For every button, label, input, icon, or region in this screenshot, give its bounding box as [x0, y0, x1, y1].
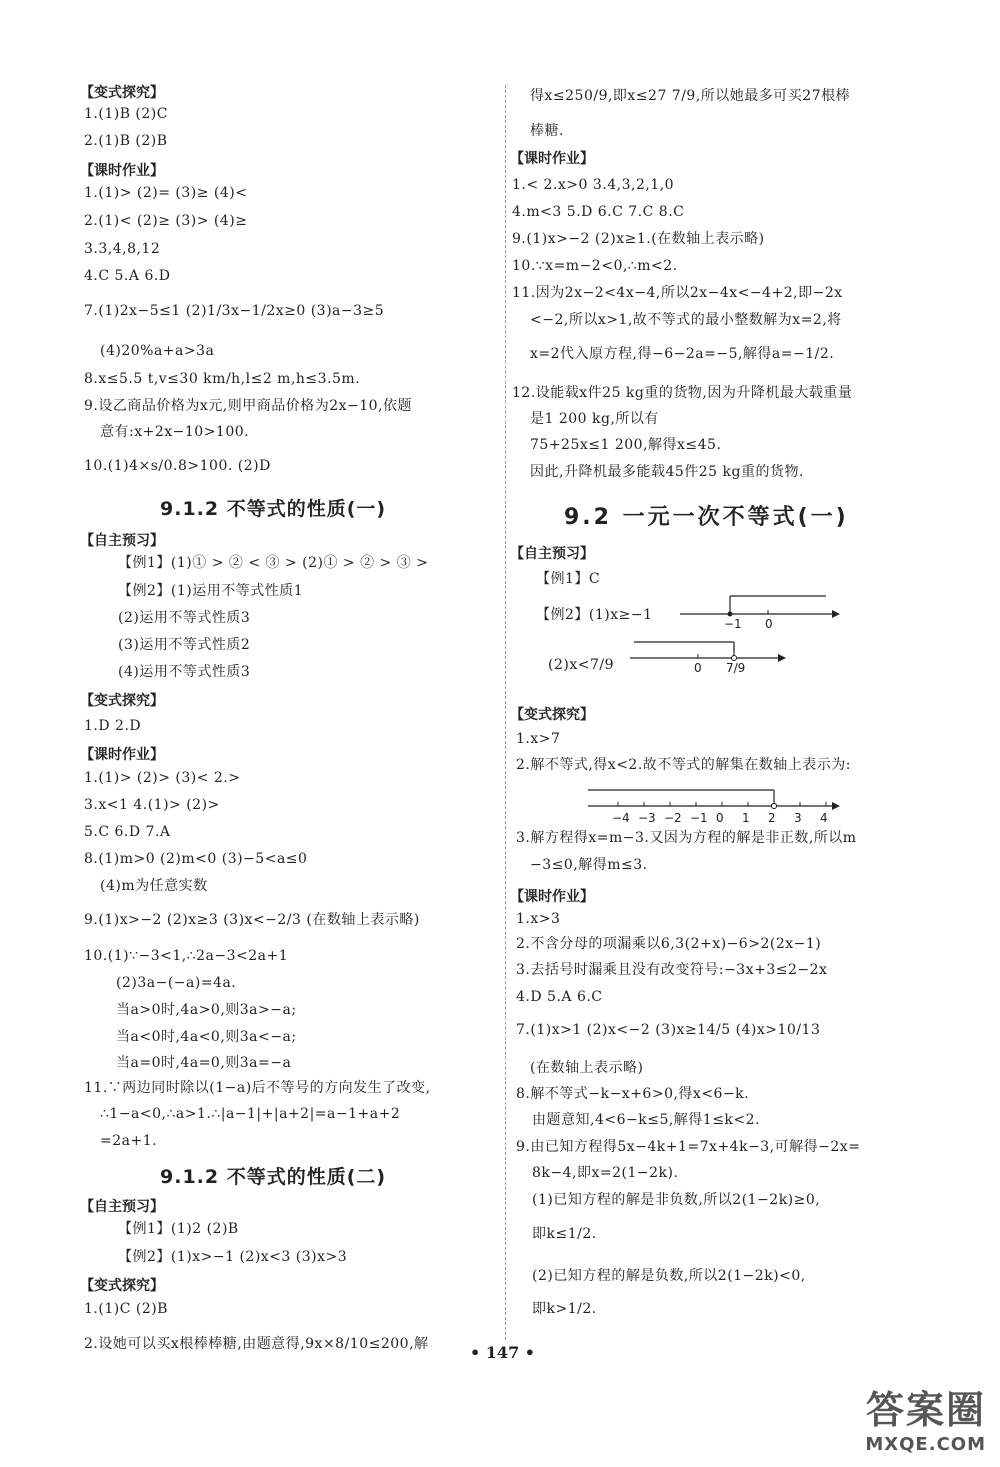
answer-line: 10.∵x=m−2<0,∴m<2.: [512, 258, 678, 274]
heading-homework: 【课时作业】: [80, 163, 164, 179]
watermark: [865, 1379, 986, 1455]
answer-line: 3.解方程得x=m−3.又因为方程的解是非正数,所以m: [516, 830, 857, 846]
answer-line: 【例1】(1)2 (2)B: [118, 1221, 239, 1237]
answer-line: (2)运用不等式性质3: [118, 610, 251, 626]
answer-line: 8.解不等式−k−x+6>0,得x<6−k.: [516, 1086, 750, 1102]
tick-label: 2: [768, 811, 776, 825]
answer-line: 11.因为2x−2<4x−4,所以2x−4x<−4+2,即−2x: [512, 285, 843, 301]
answer-line: 8.(1)m>0 (2)m<0 (3)−5<a≤0: [84, 851, 308, 867]
answer-line: 即k>1/2.: [532, 1301, 597, 1317]
tick-label: −2: [664, 811, 682, 825]
answer-line: 12.设能载x件25 kg重的货物,因为升降机最大载重量: [512, 385, 853, 401]
heading-homework: 【课时作业】: [510, 889, 594, 905]
tick-label: 0: [716, 811, 724, 825]
answer-line: 2.设她可以买x根棒棒糖,由题意得,9x×8/10≤200,解: [84, 1336, 429, 1352]
number-line-1: [680, 590, 840, 630]
answer-line: (3)运用不等式性质2: [118, 637, 251, 653]
arrow-head: [778, 654, 786, 662]
answer-line: 当a<0时,4a<0,则3a<−a;: [116, 1029, 297, 1045]
solid-point: [728, 612, 733, 617]
answer-line: 3.x<1 4.(1)> (2)>: [84, 797, 220, 813]
answer-line: 【例2】(1)x≥−1: [536, 607, 653, 623]
answer-line: 【例1】(1)① > ② < ③ > (2)① > ② > ③ >: [118, 555, 429, 571]
answer-line: 11.∵两边同时除以(1−a)后不等号的方向发生了改变,: [84, 1080, 431, 1096]
arrow-head: [832, 610, 840, 618]
column-divider: [505, 85, 506, 1340]
answer-line: (4)运用不等式性质3: [118, 664, 251, 680]
answer-line: 是1 200 kg,所以有: [530, 411, 659, 427]
answer-line: (2)x<7/9: [548, 657, 614, 673]
answer-line: ∴1−a<0,∴a>1.∴|a−1|+|a+2|=a−1+a+2: [100, 1106, 401, 1122]
heading-variant-explore: 【变式探究】: [80, 693, 164, 709]
answer-line: 1.(1)> (2)= (3)≥ (4)<: [84, 185, 248, 201]
answer-line: 3.3,4,8,12: [84, 241, 161, 257]
tick-label: 3: [794, 811, 802, 825]
watermark-url: MXQE.COM: [865, 1434, 986, 1455]
arrow-head: [832, 802, 840, 810]
answer-line: 75+25x≤1 200,解得x≤45.: [530, 437, 722, 453]
answer-line: 4.C 5.A 6.D: [84, 268, 171, 284]
answer-line: 1.x>7: [516, 731, 561, 747]
answer-line: 1.(1)C (2)B: [84, 1301, 168, 1317]
answer-line: 7.(1)x>1 (2)x<−2 (3)x≥14/5 (4)x>10/13: [516, 1022, 821, 1038]
heading-variant-explore: 【变式探究】: [510, 707, 594, 723]
answer-line: 9.(1)x>−2 (2)x≥1.(在数轴上表示略): [512, 231, 765, 247]
answer-line: 10.(1)∵−3<1,∴2a−3<2a+1: [84, 948, 289, 964]
section-title: 9.2 一元一次不等式(一): [564, 505, 849, 530]
answer-line: (2)3a−(−a)=4a.: [116, 975, 237, 991]
heading-variant-explore: 【变式探究】: [80, 1278, 164, 1294]
answer-line: 1.(1)> (2)> (3)< 2.>: [84, 770, 241, 786]
section-title: 9.1.2 不等式的性质(一): [160, 498, 387, 520]
answer-line: 【例2】(1)运用不等式性质1: [118, 583, 304, 599]
answer-line: 2.解不等式,得x<2.故不等式的解集在数轴上表示为:: [516, 757, 852, 773]
answer-line: 2.(1)< (2)≥ (3)> (4)≥: [84, 213, 248, 229]
answer-line: 意有:x+2x−10>100.: [100, 424, 250, 440]
answer-line: 7.(1)2x−5≤1 (2)1/3x−1/2x≥0 (3)a−3≥5: [84, 303, 385, 319]
answer-line: 9.由已知方程得5x−4k+1=7x+4k−3,可解得−2x=: [516, 1139, 861, 1155]
answer-line: 3.去括号时漏乘且没有改变符号:−3x+3≤2−2x: [516, 962, 828, 978]
heading-homework: 【课时作业】: [510, 151, 594, 167]
tick-label: −4: [612, 811, 630, 825]
answer-line: 得x≤250/9,即x≤27 7/9,所以她最多可买27根棒: [530, 88, 851, 104]
answer-line: (4)20%a+a>3a: [100, 343, 215, 359]
answer-line: =2a+1.: [100, 1133, 158, 1149]
answer-line: 1.D 2.D: [84, 718, 142, 734]
answer-line: (1)已知方程的解是非负数,所以2(1−2k)≥0,: [532, 1192, 821, 1208]
tick-label: −1: [724, 617, 742, 631]
answer-line: 【例2】(1)x>−1 (2)x<3 (3)x>3: [118, 1249, 348, 1265]
number-line-3: [588, 784, 848, 824]
answer-line: <−2,所以x>1,故不等式的最小整数解为x=2,将: [530, 312, 842, 328]
answer-line: 4.D 5.A 6.C: [516, 989, 603, 1005]
answer-line: 因此,升降机最多能载45件25 kg重的货物.: [530, 464, 804, 480]
answer-line: 2.不含分母的项漏乘以6,3(2+x)−6>2(2x−1): [516, 936, 822, 952]
answer-line: 10.(1)4×s/0.8>100. (2)D: [84, 458, 271, 474]
answer-line: 当a=0时,4a=0,则3a=−a: [116, 1055, 292, 1071]
answer-line: 2.(1)B (2)B: [84, 133, 168, 149]
tick-label: 7/9: [726, 661, 746, 675]
answer-line: 由题意知,4<6−k≤5,解得1≤k<2.: [532, 1112, 761, 1128]
answer-line: 8.x≤5.5 t,v≤30 km/h,l≤2 m,h≤3.5m.: [84, 371, 361, 387]
heading-self-study: 【自主预习】: [80, 533, 164, 549]
answer-line: 即k≤1/2.: [532, 1226, 597, 1242]
answer-line: 1.x>3: [516, 911, 561, 927]
answer-line: (在数轴上表示略): [530, 1060, 644, 1076]
page-number: • 147 •: [470, 1343, 535, 1362]
answer-line: (2)已知方程的解是负数,所以2(1−2k)<0,: [532, 1268, 806, 1284]
answer-line: 【例1】C: [536, 571, 601, 587]
tick-label: 0: [694, 661, 702, 675]
answer-line: 棒糖.: [530, 123, 564, 139]
answer-line: 4.m<3 5.D 6.C 7.C 8.C: [512, 204, 685, 220]
answer-line: 8k−4,即x=2(1−2k).: [532, 1165, 679, 1181]
hollow-point: [771, 803, 776, 808]
answer-line: 9.设乙商品价格为x元,则甲商品价格为2x−10,依题: [84, 398, 412, 414]
heading-homework: 【课时作业】: [80, 747, 164, 763]
section-title: 9.1.2 不等式的性质(二): [160, 1166, 387, 1188]
tick-label: 1: [742, 811, 750, 825]
answer-line: x=2代入原方程,得−6−2a=−5,解得a=−1/2.: [530, 346, 835, 362]
answer-line: 当a>0时,4a>0,则3a>−a;: [116, 1002, 297, 1018]
answer-line: 1.(1)B (2)C: [84, 106, 168, 122]
number-line-2: [630, 640, 790, 700]
answer-line: 9.(1)x>−2 (2)x≥3 (3)x<−2/3 (在数轴上表示略): [84, 912, 420, 928]
answer-line: −3≤0,解得m≤3.: [530, 857, 648, 873]
watermark-logo: 答案圈: [865, 1388, 986, 1432]
tick-label: 4: [820, 811, 828, 825]
answer-line: (4)m为任意实数: [100, 878, 208, 894]
heading-variant-explore: 【变式探究】: [80, 85, 164, 101]
answer-line: 1.< 2.x>0 3.4,3,2,1,0: [512, 177, 675, 193]
heading-self-study: 【自主预习】: [510, 546, 594, 562]
heading-self-study: 【自主预习】: [80, 1199, 164, 1215]
tick-label: 0: [765, 617, 773, 631]
tick-label: −3: [638, 811, 656, 825]
answer-line: 5.C 6.D 7.A: [84, 824, 171, 840]
hollow-point: [732, 656, 737, 661]
tick-label: −1: [690, 811, 708, 825]
